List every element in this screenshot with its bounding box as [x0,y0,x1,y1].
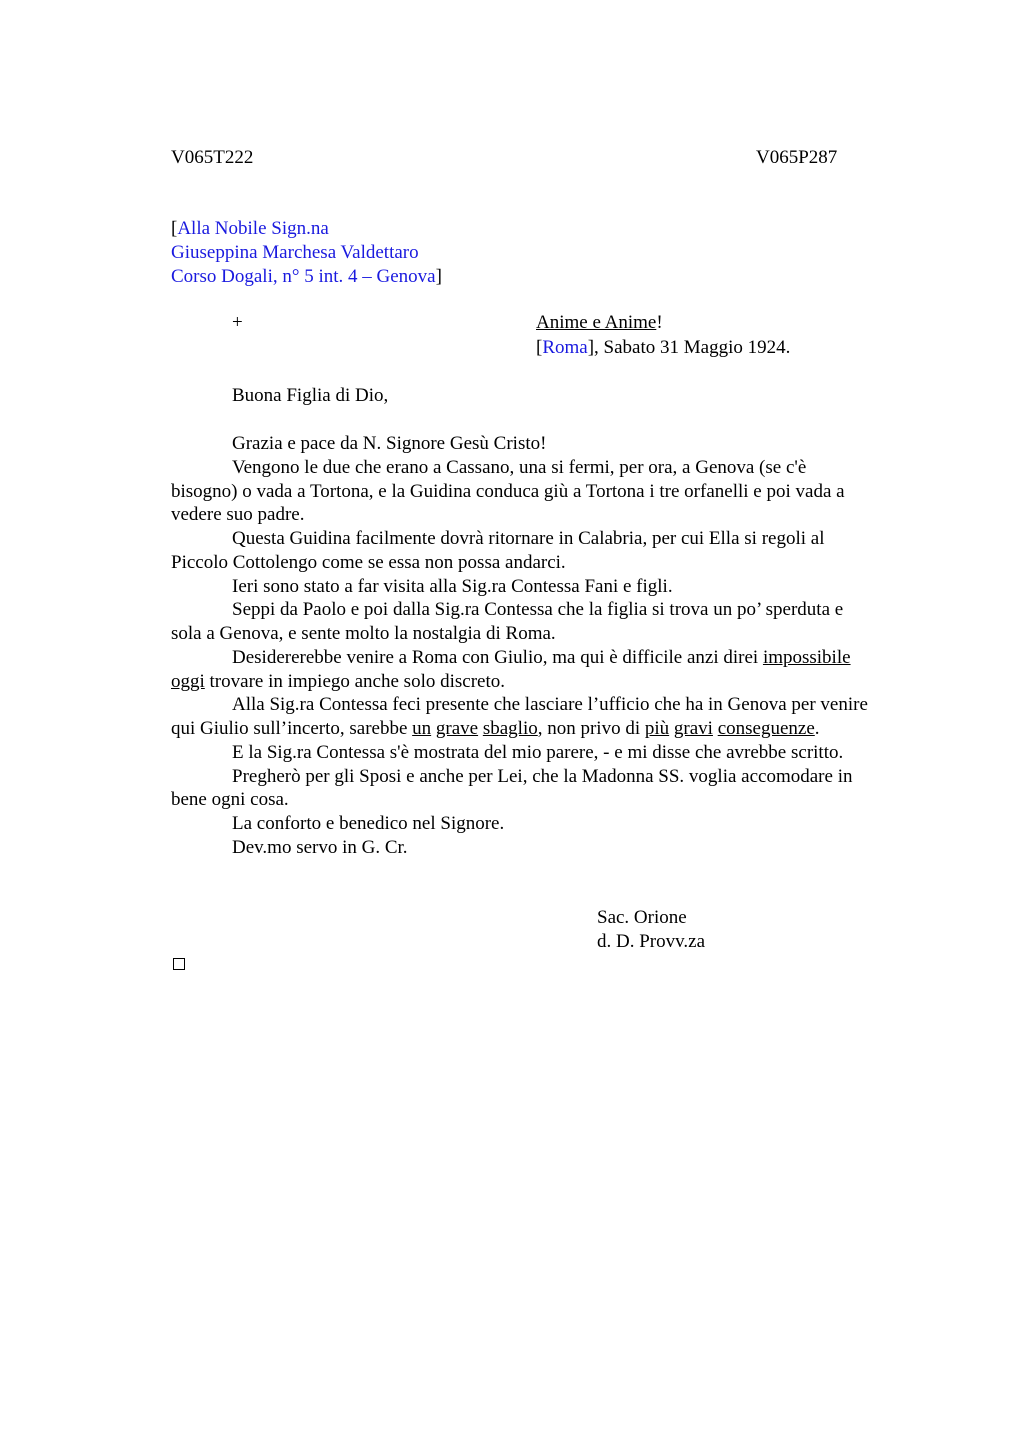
paragraph-6-line-2 [171,670,505,694]
salutation: Buona Figlia di Dio, [232,385,389,406]
paragraph-greeting: Grazia e pace da N. Signore Gesù Cristo! [232,433,547,454]
address-recipient: Alla Nobile Sign.na [177,218,329,239]
document-code-right: V065P287 [756,147,838,168]
cross-symbol: + [232,312,243,333]
date: , Sabato 31 Maggio 1924. [594,337,791,358]
p7-underlined-grave: grave [435,718,479,739]
paragraph-3-line-1: Questa Guidina facilmente dovrà ritornare in Calabria, per cui Ella si regoli al [232,528,825,549]
paragraph-5-line-2: sola a Genova, e sente molto la nostalgia di Roma. [171,623,556,644]
p6-underlined-impossibile: impossibile [762,647,851,668]
motto-text: Anime e Anime [536,312,657,333]
p7-underlined-sbaglio: sbaglio [482,718,538,739]
motto [536,312,663,334]
paragraph-4: Ieri sono stato a far visita alla Sig.ra Contessa Fani e figli. [232,576,673,597]
p7-underlined-gravi: gravi [673,718,713,739]
paragraph-2-line-3: vedere suo padre. [171,504,305,525]
place: Roma [542,337,588,358]
p6-underlined-oggi: oggi [171,671,205,692]
motto-tail: ! [656,312,663,333]
paragraph-11: Dev.mo servo in G. Cr. [232,837,408,858]
p7-underlined-piu: più [644,718,670,739]
paragraph-6-line-1 [232,646,851,670]
address-street: Corso Dogali, n° 5 int. 4 – Genova [171,266,436,287]
paragraph-2-line-1: Vengono le due che erano a Cassano, una si fermi, per ora, a Genova (se c'è [232,457,807,478]
address-line-3: Corso Dogali, n° 5 int. 4 – Genova] [171,266,442,287]
address-line-1: [Alla Nobile Sign.na [171,218,329,239]
p7-underlined-un: un [412,718,432,739]
paragraph-9-line-2: bene ogni cosa. [171,789,289,810]
p6-text-b: trovare in impiego anche solo discreto. [204,671,505,692]
paragraph-10: La conforto e benedico nel Signore. [232,813,505,834]
paragraph-3-line-2: Piccolo Cottolengo come se essa non possa andarci. [171,552,566,573]
p7-text-a: qui Giulio sull’incerto, sarebbe [171,718,413,739]
p7-underlined-conseguenze: conseguenze [717,718,815,739]
paragraph-9-line-1: Pregherò per gli Sposi e anche per Lei, che la Madonna SS. voglia accomodare in [232,766,853,787]
paragraph-8: E la Sig.ra Contessa s'è mostrata del mio parere, - e mi disse che avrebbe scritto. [232,742,844,763]
signature-name: Sac. Orione [597,907,687,928]
paragraph-5-line-1: Seppi da Paolo e poi dalla Sig.ra Contessa che la figlia si trova un po’ sperduta e [232,599,844,620]
place-date: [Roma], Sabato 31 Maggio 1924. [536,337,791,358]
document-code-left: V065T222 [171,147,254,168]
p7-text-b: , non privo di [537,718,645,739]
p6-text-a: Desidererebbe venire a Roma con Giulio, ma qui è difficile anzi direi [232,647,763,668]
paragraph-2-line-2: bisogno) o vada a Tortona, e la Guidina conduca giù a Tortona i tre orfanelli e poi vada a [171,481,845,502]
paragraph-7-line-1: Alla Sig.ra Contessa feci presente che lasciare l’ufficio che ha in Genova per venire [232,694,868,715]
signature-title: d. D. Provv.za [597,931,705,952]
address-line-2: Giuseppina Marchesa Valdettaro [171,242,419,263]
p7-end: . [814,718,820,739]
paragraph-7-line-2 [171,717,820,741]
square-marker-icon [173,958,185,970]
